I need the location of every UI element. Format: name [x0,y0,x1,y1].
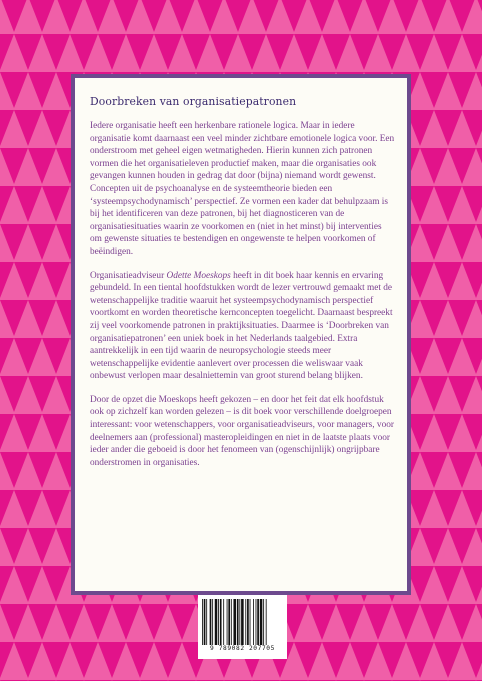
zigzag-triangle [0,490,14,526]
zigzag-triangle [0,338,14,374]
zigzag-triangle [420,452,448,488]
zigzag-triangle [42,338,70,374]
zigzag-triangle [168,604,196,640]
zigzag-triangle [280,0,308,32]
zigzag-triangle [476,452,482,488]
zigzag-triangle [112,0,140,32]
zigzag-triangle [0,414,14,450]
zigzag-triangle [224,0,252,32]
book-title: Doorbreken van organisatiepatronen [90,95,297,108]
zigzag-triangle [14,566,42,602]
zigzag-triangle [0,110,14,146]
zigzag-triangle [70,642,98,678]
barcode-bar [218,599,219,645]
zigzag-triangle [0,224,28,260]
zigzag-triangle [434,34,462,70]
zigzag-triangle [378,34,406,70]
zigzag-triangle [14,490,42,526]
barcode-bar [204,599,206,645]
zigzag-triangle [448,224,476,260]
zigzag-triangle [14,414,42,450]
zigzag-triangle [406,642,434,678]
zigzag-triangle [476,604,482,640]
zigzag-triangle [420,224,448,260]
zigzag-triangle [448,528,476,564]
zigzag-triangle [322,642,350,678]
zigzag-triangle [42,414,70,450]
zigzag-triangle [28,452,56,488]
zigzag-triangle [126,642,154,678]
zigzag-triangle [252,0,280,32]
zigzag-triangle [448,452,476,488]
zigzag-triangle [420,300,448,336]
zigzag-triangle [420,72,448,108]
zigzag-triangle [238,34,266,70]
zigzag-triangle [0,186,14,222]
zigzag-triangle [462,414,482,450]
zigzag-triangle [0,148,28,184]
zigzag-triangle [350,642,378,678]
isbn-number: 9 789082 207705 [210,645,275,652]
zigzag-triangle [434,490,462,526]
zigzag-triangle [98,34,126,70]
barcode-bar [233,599,236,645]
zigzag-triangle [392,0,420,32]
zigzag-triangle [308,604,336,640]
barcode-bar [202,599,203,645]
barcode-bar [247,599,249,645]
zigzag-triangle [98,642,126,678]
zigzag-triangle [28,604,56,640]
zigzag-triangle [0,0,28,32]
zigzag-triangle [434,186,462,222]
zigzag-triangle [406,34,434,70]
barcode-bar [215,599,218,645]
zigzag-triangle [28,376,56,412]
zigzag-triangle [154,642,182,678]
zigzag-triangle [476,300,482,336]
zigzag-triangle [462,338,482,374]
zigzag-triangle [28,0,56,32]
zigzag-triangle [56,0,84,32]
zigzag-triangle [462,642,482,678]
zigzag-triangle [0,604,28,640]
text-panel [75,78,407,591]
zigzag-triangle [28,148,56,184]
paragraph-2-rest: heeft in dit boek haar kennis en ervaring gebundeld. In een tiental hoofdstukken wordt de lezer vertrouwd gemaakt met de wetenschappelijke traditie waaruit het systeempsychodynamisch perspectief voortkomt en worden theoretische kernconcepten toegelicht. Daarnaast bespreekt zij veel voorkomende patronen in praktijksituaties. Daarmee is ‘Doorbreken van organisatiepatronen’ een uniek boek in het Nederlands taalgebied. Extra aantrekkelijk in een tijd waarin de neuropsychologie steeds meer wetenschappelijke evidentie aanlevert over processen die weliswaar vaak onbewust verlopen maar desalniettemin van groot sturend belang blijken. [90,270,393,382]
zigzag-triangle [28,528,56,564]
zigzag-triangle [322,34,350,70]
zigzag-triangle [182,34,210,70]
zigzag-triangle [0,566,14,602]
barcode-bar [223,599,224,645]
barcode-bar [239,599,240,645]
zigzag-triangle [448,376,476,412]
zigzag-triangle [42,262,70,298]
zigzag-triangle [448,0,476,32]
zigzag-triangle [28,72,56,108]
zigzag-triangle [476,376,482,412]
barcode-bar [245,599,246,645]
zigzag-triangle [154,34,182,70]
zigzag-triangle [42,34,70,70]
barcode-bar [260,599,263,645]
zigzag-triangle [14,338,42,374]
zigzag-triangle [14,186,42,222]
zigzag-triangle [28,224,56,260]
zigzag-triangle [434,338,462,374]
zigzag-triangle [476,224,482,260]
zigzag-triangle [0,452,28,488]
zigzag-triangle [0,376,28,412]
zigzag-triangle [476,528,482,564]
zigzag-triangle [266,34,294,70]
barcode-bar [263,599,264,645]
description-paragraph-1: Iedere organisatie heeft een herkenbare rationele logica. Maar in iedere organisatie komt daarnaast een veel minder zichtbare emotionele logica voor. Een onderstroom met geheel eigen wetmatigheden. Hierin kunnen zich patronen vormen die het organisatieleven productief maken, maar die organisaties ook gevangen kunnen houden in gedrag dat door (bijna) niemand wordt gewenst. Concepten uit de psychoanalyse en de systeemtheorie bieden een ‘systeempsychodynamisch’ perspectief. Ze vormen een kader dat behulpzaam is bij het identificeren van deze patronen, bij het diagnosticeren van de organisatiesituaties waarin ze voorkomen en (niet in het minst) bij interventies om gewenste situaties te bestendigen en ongewenste te helpen voorkomen of beëindigen. [90,121,395,257]
zigzag-triangle [434,566,462,602]
zigzag-triangle [14,110,42,146]
author-name: Odette Moeskops [166,270,231,281]
barcode-bar [206,599,207,645]
zigzag-triangle [0,300,28,336]
paragraph-2-prefix: Organisatieadviseur [90,270,167,281]
barcode-bar [212,599,213,645]
zigzag-triangle [28,300,56,336]
zigzag-triangle [0,72,28,108]
zigzag-triangle [336,604,364,640]
barcode-bar [228,599,230,645]
zigzag-triangle [476,0,482,32]
zigzag-triangle [70,34,98,70]
zigzag-triangle [210,34,238,70]
zigzag-triangle [364,0,392,32]
zigzag-triangle [42,110,70,146]
zigzag-triangle [378,642,406,678]
zigzag-triangle [434,414,462,450]
zigzag-triangle [112,604,140,640]
zigzag-triangle [42,186,70,222]
zigzag-triangle [420,604,448,640]
barcode-bar [253,599,254,645]
zigzag-triangle [42,490,70,526]
barcode-bar [220,599,222,645]
zigzag-triangle [140,0,168,32]
zigzag-triangle [476,148,482,184]
zigzag-triangle [448,72,476,108]
zigzag-triangle [462,566,482,602]
description-paragraph-2 [90,270,395,383]
zigzag-triangle [392,604,420,640]
barcode-bar [250,599,251,645]
zigzag-triangle [294,34,322,70]
barcode-bar [257,599,259,645]
barcode-bar [231,599,232,645]
zigzag-triangle [196,0,224,32]
zigzag-triangle [476,72,482,108]
description-paragraph-3: Door de opzet die Moeskops heeft gekozen – en door het feit dat elk hoofdstuk ook op zichzelf kan worden gelezen – is dit boek voor verschillende doelgroepen interessant: voor wetenschappers, voor organisatieadviseurs, voor managers, voor deelnemers aan (professional) masteropleidingen en niet in de laatste plaats voor ieder ander die geboeid is door het fenomeen van (ogenschijnlijk) ongrijpbare onderstromen in organisaties. [90,394,394,468]
zigzag-triangle [336,0,364,32]
zigzag-triangle [42,642,70,678]
zigzag-triangle [42,566,70,602]
zigzag-triangle [364,604,392,640]
zigzag-triangle [140,604,168,640]
zigzag-triangle [168,0,196,32]
zigzag-triangle [434,642,462,678]
zigzag-triangle [294,642,322,678]
zigzag-triangle [14,34,42,70]
zigzag-triangle [14,262,42,298]
zigzag-triangle [434,262,462,298]
zigzag-triangle [350,34,378,70]
barcode-bar [266,599,267,645]
zigzag-triangle [56,604,84,640]
zigzag-triangle [462,262,482,298]
zigzag-triangle [420,528,448,564]
barcode-bar [256,599,257,645]
zigzag-triangle [420,148,448,184]
zigzag-triangle [420,0,448,32]
zigzag-triangle [308,0,336,32]
barcode-bar [227,599,228,645]
zigzag-triangle [448,148,476,184]
zigzag-triangle [448,604,476,640]
zigzag-triangle [126,34,154,70]
zigzag-triangle [84,0,112,32]
barcode [198,595,287,659]
zigzag-triangle [448,300,476,336]
zigzag-triangle [462,490,482,526]
barcode-bar [241,599,244,645]
zigzag-triangle [420,376,448,412]
zigzag-triangle [0,642,14,678]
zigzag-triangle [434,110,462,146]
zigzag-triangle [462,110,482,146]
barcode-bar [210,599,212,645]
zigzag-triangle [462,34,482,70]
zigzag-triangle [14,642,42,678]
barcode-bars [202,599,283,645]
barcode-bar [237,599,239,645]
zigzag-triangle [462,186,482,222]
zigzag-triangle [0,262,14,298]
zigzag-triangle [84,604,112,640]
zigzag-triangle [0,34,14,70]
zigzag-triangle [0,528,28,564]
